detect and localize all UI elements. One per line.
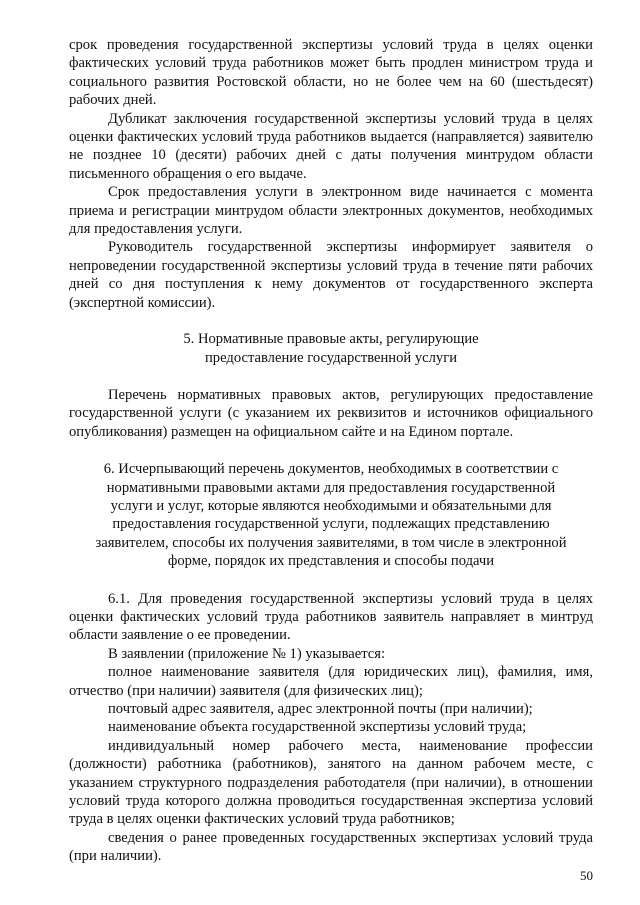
paragraph-legal-acts: Перечень нормативных правовых актов, регулирующих предоставление государственной услуги (с указанием их реквизитов и источников официального опубликования) размещен на официальном сайте и на Едином портале.: [69, 386, 593, 440]
paragraph-electronic-term: Срок предоставления услуги в электронном виде начинается с момента приема и регистрации минтрудом области электронных документов, необходимых для предоставления услуги.: [69, 184, 593, 238]
section-6-heading: [69, 460, 593, 570]
section-5-heading-text: 5. Нормативные правовые акты, регулирующие предоставление государственной услуги: [183, 331, 479, 366]
list-item-postal-address: почтовый адрес заявителя, адрес электронной почты (при наличии);: [108, 701, 533, 717]
paragraph-duplicate-conclusion: Дубликат заключения государственной экспертизы условий труда в целях оценки фактических условий труда работников выдается (направляется) заявителю не позднее 10 (десяти) рабочих дней с даты получения минтрудом области письменного обращения о его выдаче.: [69, 110, 593, 182]
section-5-heading: [69, 330, 593, 367]
section-6-heading-text: 6. Исчерпывающий перечень документов, необходимых в соответствии с нормативными правовыми актами для предоставления государственной услуги и услуг, которые являются необходимыми и обязательными для предоставления государственной услуги, подлежащих представлению заявителем, способы их получения заявителями, в том числе в электронной форме, порядок их представления и способы подачи: [95, 461, 567, 570]
paragraph-6-1: 6.1. Для проведения государственной экспертизы условий труда в целях оценки фактических условий труда работников заявитель направляет в минтруд области заявление о ее проведении.: [69, 590, 593, 644]
list-item-expertise-object: наименование объекта государственной экспертизы условий труда;: [108, 719, 527, 736]
list-item-workplace-number: индивидуальный номер рабочего места, наименование профессии (должности) работника (работников), занятого на данном рабочем месте, с указанием структурного подразделения работодателя (при наличии), в отношении условий труда которого должна проводиться государственная экспертиза условий труда в целях оценки фактических условий труда работников;: [69, 737, 593, 828]
page-number: 50: [580, 868, 593, 883]
paragraph-term-extension: срок проведения государственной экспертизы условий труда в целях оценки фактических условий труда работников может быть продлен министром труда и социального развития Ростовской области, но не более чем на 60 (шестьдесят) рабочих дней.: [69, 37, 593, 109]
paragraph-non-conduct-notice: Руководитель государственной экспертизы информирует заявителя о непроведении государственной экспертизы условий труда в течение пяти рабочих дней со дня поступления к нему документов от государственного эксперта (экспертной комиссии).: [69, 239, 593, 311]
paragraph-application-contents: В заявлении (приложение № 1) указывается:: [108, 645, 386, 662]
list-item-previous-expertises: сведения о ранее проведенных государственных экспертизах условий труда (при наличии).: [69, 829, 593, 865]
list-item-applicant-name: полное наименование заявителя (для юридических лиц), фамилия, имя, отчество (при наличии) заявителя (для физических лиц);: [69, 664, 593, 699]
document-page: [69, 36, 593, 866]
